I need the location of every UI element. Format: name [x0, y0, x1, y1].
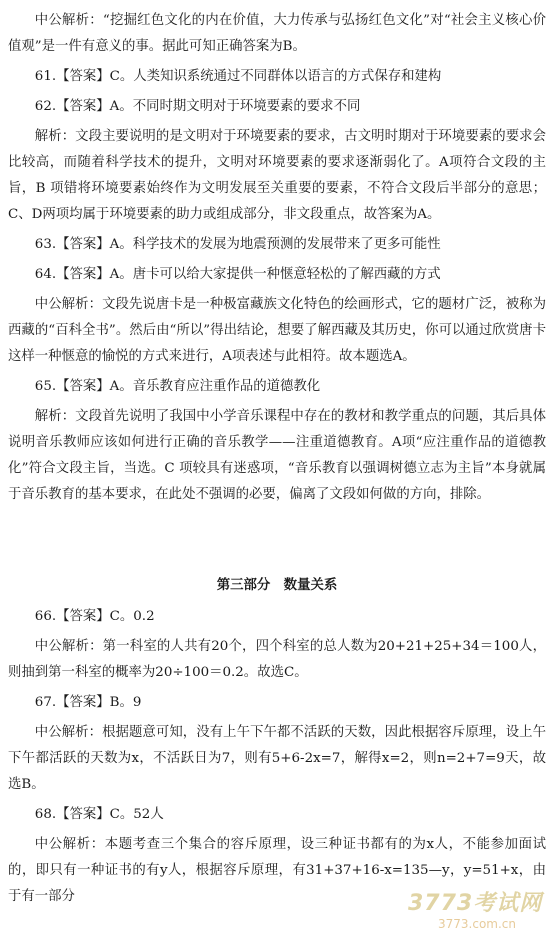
answer-66: 66.【答案】C。0.2 — [34, 609, 155, 624]
answer-61: 61.【答案】C。人类知识系统通过不同群体以语言的方式保存和建构 — [34, 69, 442, 84]
analysis-paragraph-64: 中公解析：文段先说唐卡是一种极富藏族文化特色的绘画形式，它的题材广泛，被称为西藏的“百科全书”。然后由“所以”得出结论，想要了解西藏及其历史，你可以通过欣赏唐卡这样一种惬意的愉悦的方式来进行，A项表述与此相符。故本题选A。 — [8, 297, 546, 364]
analysis-paragraph-62: 解析：文段主要说明的是文明对于环境要素的要求，古文明时期对于环境要素的要求会比较高，而随着科学技术的提升，文明对环境要素的要求逐渐弱化了。A项符合文段的主旨，B 项错将环境要素始终作为文明发展至关重要的要素，不符合文段后半部分的意思；C、D两项均属于环境要素的助力或组成部分，非文段重点，故答案为A。 — [8, 129, 546, 222]
section-spacer — [8, 512, 546, 572]
analysis-paragraph-65: 解析：文段首先说明了我国中小学音乐课程中存在的教材和教学重点的问题，其后具体说明音乐教师应该如何进行正确的音乐教学——注重道德教育。A项“应注重作品的道德教化”符合文段主旨，当选。C 项较具有迷惑项，“音乐教育以强调树德立志为主旨”本身就属于音乐教育的基本要求，在此处不强调的必要，偏离了文段如何做的方向，排除。 — [8, 409, 546, 502]
analysis-paragraph-67: 中公解析：根据题意可知，没有上午下午都不活跃的天数，因此根据容斥原理，设上午下午都活跃的天数为x，不活跃日为7，则有5+6-2x=7，解得x=2，则n=2+7=9天，故选B。 — [8, 725, 546, 792]
section-title: 第三部分 数量关系 — [216, 577, 338, 593]
answer-67: 67.【答案】B。9 — [34, 695, 142, 710]
answer-62: 62.【答案】A。不同时期文明对于环境要素的要求不同 — [34, 99, 361, 114]
answer-63: 63.【答案】A。科学技术的发展为地震预测的发展带来了更多可能性 — [34, 237, 441, 252]
watermark-logo-text: 3773考试网 — [408, 891, 543, 916]
analysis-paragraph-68: 中公解析：本题考查三个集合的容斥原理，设三种证书都有的为x人，不能参加面试的，即只有一种证书的有y人，根据容斥原理，有31+37+16-x=135—y，y=51+x，由于有一部分 — [8, 837, 546, 904]
answer-65: 65.【答案】A。音乐教育应注重作品的道德教化 — [34, 379, 321, 394]
analysis-paragraph-60: 中公解析：“挖掘红色文化的内在价值，大力传承与弘扬红色文化”对“社会主义核心价值观”是一件有意义的事。据此可知正确答案为B。 — [8, 13, 546, 54]
answer-64: 64.【答案】A。唐卡可以给大家提供一种惬意轻松的了解西藏的方式 — [34, 267, 441, 282]
watermark-url: 3773.com.cn — [438, 917, 516, 931]
analysis-paragraph-66: 中公解析：第一科室的人共有20个，四个科室的总人数为20+21+25+34＝100人，则抽到第一科室的概率为20÷100＝0.2。故选C。 — [8, 639, 546, 680]
answer-68: 68.【答案】C。52人 — [34, 807, 164, 822]
